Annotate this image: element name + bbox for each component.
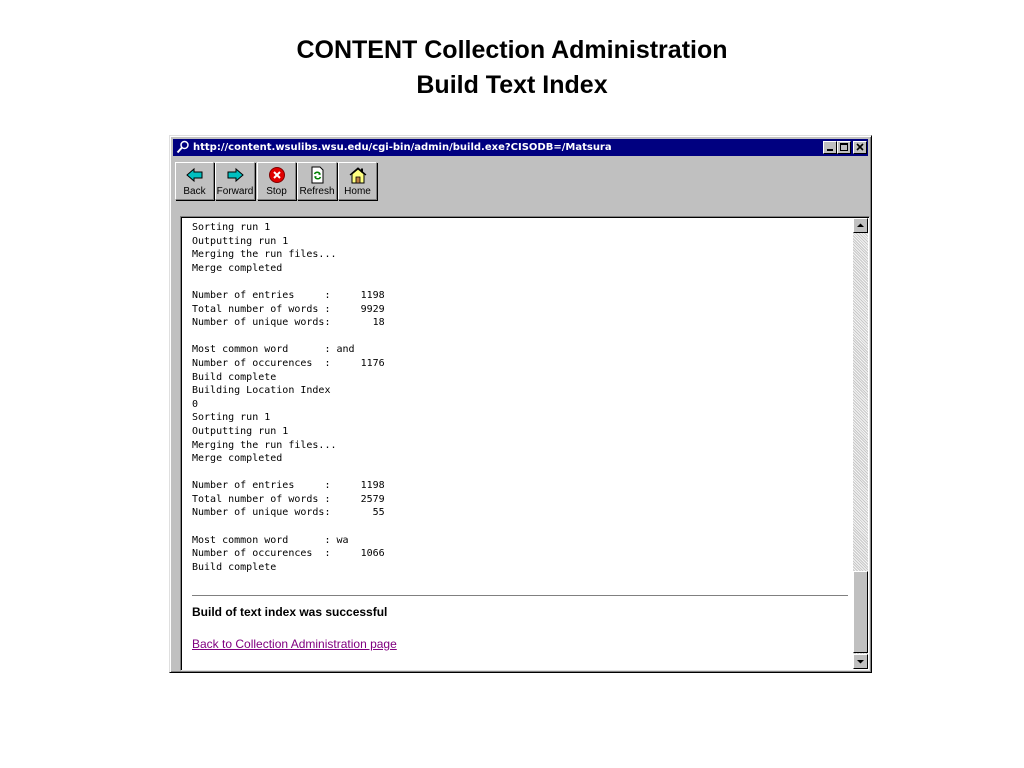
vertical-scrollbar[interactable] (853, 218, 868, 669)
log-line: Outputting run 1 (192, 235, 289, 247)
log-line: Build complete (192, 371, 277, 383)
log-line: Building Location Index (192, 385, 331, 397)
forward-arrow-icon (225, 166, 245, 184)
build-log (192, 221, 852, 574)
back-button[interactable] (175, 162, 214, 200)
browser-window (169, 135, 872, 673)
maximize-icon (838, 142, 850, 153)
page-body (192, 221, 852, 651)
toolbar (173, 158, 868, 204)
log-line: Build complete (192, 561, 277, 573)
stop-icon (267, 166, 287, 184)
home-button-label: Home (344, 186, 371, 197)
minimize-button[interactable] (823, 141, 837, 154)
log-line: Sorting run 1 (192, 222, 271, 233)
log-line: Number of occurences : 1066 (192, 548, 385, 560)
log-line: Number of entries : 1198 (192, 480, 385, 492)
log-line: Number of unique words: 55 (192, 507, 385, 519)
log-line: Merging the run files... (192, 249, 337, 261)
close-button[interactable] (853, 141, 867, 154)
log-line: Outputting run 1 (192, 425, 289, 437)
log-line: Number of entries : 1198 (192, 289, 385, 301)
log-line: Number of occurences : 1176 (192, 357, 385, 369)
stop-button[interactable] (257, 162, 296, 200)
log-line: Total number of words : 2579 (192, 493, 385, 505)
log-line (192, 466, 852, 480)
page-content[interactable] (180, 216, 870, 671)
back-to-admin-link[interactable]: Back to Collection Administration page (192, 637, 397, 651)
back-arrow-icon (185, 166, 205, 184)
stop-button-label: Stop (266, 186, 287, 197)
log-line: 0 (192, 398, 199, 410)
refresh-icon (307, 166, 327, 184)
forward-button-label: Forward (216, 186, 254, 197)
success-message: Build of text index was successful (192, 605, 388, 619)
log-line (192, 330, 852, 344)
page-icon (176, 140, 190, 154)
close-icon (854, 142, 866, 153)
minimize-icon (824, 142, 836, 153)
scroll-up-icon (854, 219, 867, 232)
refresh-button-label: Refresh (299, 186, 335, 197)
slide-title-line1: CONTENT Collection Administration (296, 36, 728, 64)
log-line: Sorting run 1 (192, 412, 271, 424)
log-line: Total number of words : 9929 (192, 303, 385, 315)
refresh-button[interactable] (297, 162, 337, 200)
scroll-up-button[interactable] (853, 218, 868, 233)
log-line: Merge completed (192, 453, 283, 465)
home-button[interactable] (338, 162, 377, 200)
forward-button[interactable] (215, 162, 255, 200)
log-line: Merge completed (192, 262, 283, 274)
scroll-down-button[interactable] (853, 654, 868, 669)
log-line (192, 275, 852, 289)
log-line: Number of unique words: 18 (192, 317, 385, 329)
maximize-button[interactable] (837, 141, 851, 154)
window-title: http://content.wsulibs.wsu.edu/cgi-bin/admin/build.exe?CISODB=/Matsura (193, 142, 612, 153)
back-button-label: Back (183, 186, 206, 197)
log-line (192, 520, 852, 534)
window-titlebar[interactable] (173, 139, 868, 156)
scrollbar-thumb[interactable] (853, 571, 868, 653)
log-line: Most common word : and (192, 344, 355, 356)
home-icon (348, 166, 368, 184)
log-line: Most common word : wa (192, 534, 349, 546)
log-line: Merging the run files... (192, 439, 337, 451)
scroll-down-icon (854, 655, 867, 668)
slide-title (0, 33, 1024, 103)
slide-title-line2: Build Text Index (416, 71, 608, 99)
horizontal-rule (192, 595, 848, 597)
